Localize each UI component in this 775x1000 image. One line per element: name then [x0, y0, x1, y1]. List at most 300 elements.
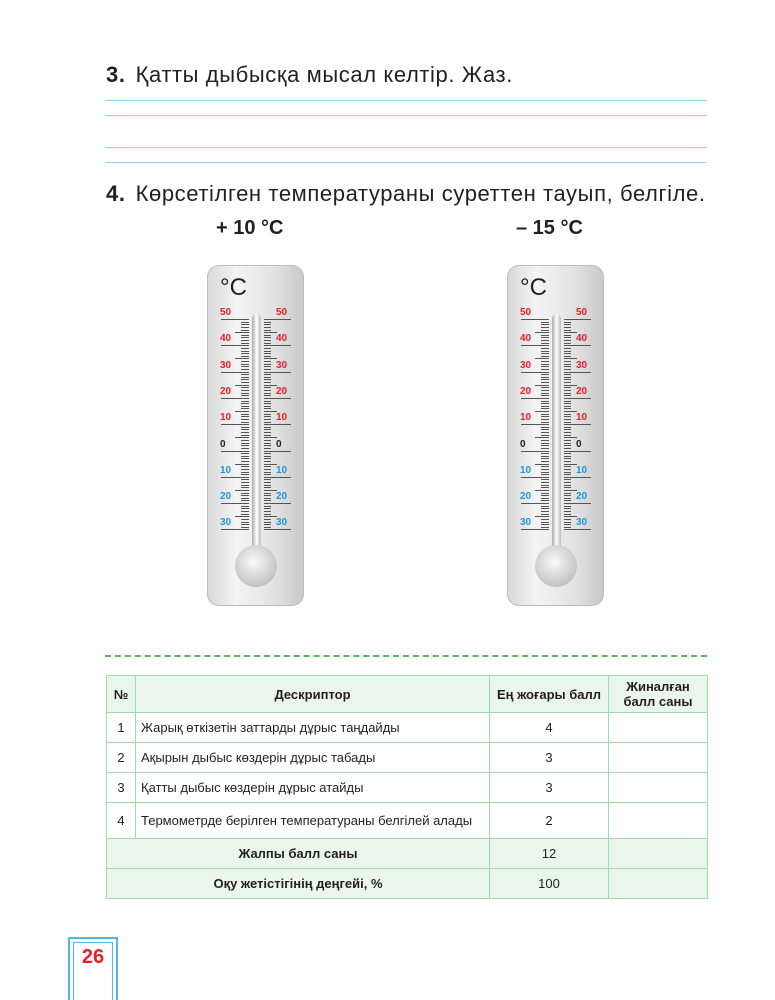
scale-tick — [235, 437, 249, 438]
scale-tick — [241, 414, 249, 415]
scale-tick — [241, 511, 249, 512]
scale-tick — [264, 508, 271, 509]
row-number: 3 — [107, 773, 136, 803]
scale-tick — [564, 466, 571, 467]
scale-label: 20 — [576, 491, 588, 503]
scale-tick — [535, 490, 549, 491]
scale-tick — [241, 466, 249, 467]
scale-tick — [541, 479, 549, 480]
scale-tick — [521, 503, 549, 504]
scale-tick — [264, 524, 271, 525]
scale-label: 20 — [276, 385, 288, 397]
scale-tick — [564, 456, 571, 457]
score-cell[interactable] — [609, 839, 708, 869]
scale-tick — [541, 508, 549, 509]
scale-tick — [264, 414, 271, 415]
scale-tick — [241, 443, 249, 444]
scale-tick — [264, 440, 271, 441]
scale-tick — [541, 482, 549, 483]
table-row — [107, 773, 708, 803]
scale-tick — [241, 419, 249, 420]
scale-tick — [264, 529, 291, 530]
task-number: 3. — [106, 62, 126, 87]
thermometer-tube — [252, 314, 261, 554]
scale-tick — [264, 361, 271, 362]
scale-tick — [235, 516, 249, 517]
scale-tick — [241, 369, 249, 370]
scale-tick — [564, 340, 571, 341]
scale-tick — [564, 395, 571, 396]
scale-tick — [264, 351, 271, 352]
scale-tick — [564, 422, 571, 423]
scale-tick — [564, 348, 571, 349]
scale-tick — [564, 419, 571, 420]
scale-tick — [264, 387, 271, 388]
scale-tick — [264, 424, 291, 425]
scale-tick — [241, 324, 249, 325]
scale-tick — [564, 485, 571, 486]
scale-tick — [264, 469, 271, 470]
scale-tick — [564, 503, 591, 504]
descriptor: Қатты дыбыс көздерін дұрыс атайды — [136, 773, 490, 803]
scale-tick — [564, 432, 571, 433]
scale-tick — [564, 406, 571, 407]
scale-label: 10 — [276, 412, 288, 424]
scale-tick — [264, 448, 271, 449]
scale-tick — [264, 477, 291, 478]
descriptor: Жарық өткізетін заттарды дұрыс таңдайды — [136, 713, 490, 743]
scale-tick — [264, 403, 271, 404]
scale-tick — [521, 345, 549, 346]
scale-tick — [564, 477, 591, 478]
writing-line[interactable] — [105, 147, 707, 148]
scale-tick — [264, 382, 271, 383]
scale-tick — [541, 511, 549, 512]
scale-tick — [264, 445, 271, 446]
scale-tick — [564, 364, 571, 365]
scale-tick — [241, 429, 249, 430]
scale-label: 50 — [520, 307, 532, 318]
scale-tick — [241, 482, 249, 483]
scale-tick — [241, 382, 249, 383]
scale-tick — [241, 337, 249, 338]
scale-tick — [264, 522, 271, 523]
scale-tick — [264, 406, 271, 407]
scale-tick — [541, 469, 549, 470]
scale-tick — [241, 427, 249, 428]
scale-tick — [564, 335, 571, 336]
scale-tick — [241, 495, 249, 496]
scale-tick — [564, 327, 571, 328]
col-header: № — [107, 676, 136, 713]
scale-tick — [235, 490, 249, 491]
scale-tick — [264, 353, 271, 354]
scale-label: 10 — [220, 412, 232, 424]
divider — [105, 655, 707, 657]
scale-tick — [564, 527, 571, 528]
scale-tick — [564, 322, 571, 323]
scale-tick — [564, 366, 571, 367]
scale-tick — [241, 469, 249, 470]
scale-tick — [241, 522, 249, 523]
scale-tick — [564, 398, 591, 399]
scale-tick — [541, 429, 549, 430]
scale-tick — [541, 466, 549, 467]
scale-tick — [235, 385, 249, 386]
scale-tick — [264, 322, 271, 323]
scale-tick — [541, 456, 549, 457]
scale-tick — [264, 466, 271, 467]
scale-tick — [564, 361, 571, 362]
scale-tick — [535, 358, 549, 359]
scale-tick — [564, 495, 571, 496]
scale-tick — [221, 319, 249, 320]
scale-tick — [264, 432, 271, 433]
scale-tick — [564, 519, 571, 520]
scale-tick — [541, 327, 549, 328]
scale-tick — [264, 395, 271, 396]
scale-tick — [221, 451, 249, 452]
scale-tick — [564, 390, 571, 391]
scale-tick — [564, 427, 571, 428]
scale-tick — [241, 401, 249, 402]
scale-tick — [264, 374, 271, 375]
scale-tick — [564, 379, 571, 380]
page-number-box — [68, 937, 118, 1000]
scale-tick — [564, 345, 591, 346]
row-number: 1 — [107, 713, 136, 743]
score-cell[interactable] — [609, 713, 708, 743]
scale-tick — [541, 401, 549, 402]
scale-tick — [564, 524, 571, 525]
scale-tick — [264, 487, 271, 488]
scale-tick — [264, 345, 291, 346]
scale-tick — [221, 529, 249, 530]
scale-label: 30 — [220, 517, 232, 529]
scale-tick — [564, 393, 571, 394]
scale-tick — [541, 379, 549, 380]
scale-tick — [235, 358, 249, 359]
scale-tick — [241, 408, 249, 409]
scale-tick — [264, 364, 271, 365]
scale-tick — [564, 382, 571, 383]
scale-tick — [541, 461, 549, 462]
scale-tick — [241, 445, 249, 446]
scale-label: 50 — [220, 307, 232, 318]
scale-label: 30 — [220, 359, 232, 371]
scale-tick — [564, 319, 591, 320]
scale-tick — [264, 335, 271, 336]
scale-tick — [541, 403, 549, 404]
scale-tick — [564, 451, 591, 452]
scale-tick — [264, 366, 271, 367]
scale-tick — [241, 524, 249, 525]
max-score: 4 — [490, 713, 609, 743]
scale-tick — [564, 377, 571, 378]
scale-tick — [241, 487, 249, 488]
writing-line — [105, 115, 707, 116]
scale-tick — [264, 456, 271, 457]
scale-tick — [541, 522, 549, 523]
scale-tick — [264, 519, 271, 520]
scale-tick — [264, 372, 291, 373]
scale-tick — [564, 416, 571, 417]
scale-tick — [241, 506, 249, 507]
scale-tick — [241, 456, 249, 457]
scale-tick — [541, 393, 549, 394]
thermometer[interactable] — [507, 265, 604, 606]
scale-tick — [541, 322, 549, 323]
scale-tick — [241, 448, 249, 449]
scale-tick — [564, 461, 571, 462]
scale-tick — [541, 445, 549, 446]
scale-tick — [241, 356, 249, 357]
scale-tick — [541, 353, 549, 354]
scale-tick — [541, 348, 549, 349]
scale-tick — [241, 472, 249, 473]
scale-tick — [564, 401, 571, 402]
scale-tick — [564, 498, 571, 499]
thermometer[interactable] — [207, 265, 304, 606]
task-number: 4. — [106, 181, 126, 206]
scale-tick — [241, 379, 249, 380]
scale-tick — [541, 414, 549, 415]
task-text: Көрсетілген температураны суреттен тауып, белгіле. — [135, 181, 706, 206]
thermometer-bulb — [535, 545, 577, 587]
score-cell[interactable] — [609, 773, 708, 803]
scale-tick — [541, 364, 549, 365]
scale-label: 10 — [576, 464, 588, 476]
scale-label: 30 — [520, 359, 532, 371]
scale-tick — [264, 390, 271, 391]
scale-tick — [264, 435, 271, 436]
scale-tick — [564, 445, 571, 446]
scale-tick — [541, 356, 549, 357]
scale-tick — [541, 432, 549, 433]
scale-tick — [264, 511, 271, 512]
scale-tick — [264, 348, 271, 349]
scale-tick — [264, 324, 271, 325]
scale-tick — [541, 422, 549, 423]
scale-tick — [264, 419, 271, 420]
writing-line[interactable] — [105, 100, 707, 101]
scale-tick — [241, 416, 249, 417]
scale-label: 20 — [520, 385, 532, 397]
scale-tick — [241, 485, 249, 486]
scale-tick — [564, 479, 571, 480]
scale-tick — [264, 482, 271, 483]
scale-label: 20 — [220, 491, 232, 503]
scale-tick — [564, 374, 571, 375]
total-label: Жалпы балл саны — [107, 839, 490, 869]
scale-tick — [241, 432, 249, 433]
scale-tick — [564, 458, 571, 459]
scale-tick — [241, 387, 249, 388]
scale-label: 20 — [220, 385, 232, 397]
table-row — [107, 803, 708, 839]
scale-tick — [264, 443, 271, 444]
scale-tick — [264, 429, 271, 430]
scale-tick — [564, 330, 571, 331]
scale-tick — [541, 474, 549, 475]
scale-tick — [564, 443, 571, 444]
scale-tick — [541, 419, 549, 420]
scale-tick — [564, 408, 571, 409]
scale-tick — [241, 395, 249, 396]
scale-tick — [541, 448, 549, 449]
scale-label: 30 — [276, 359, 288, 371]
assessment-table — [106, 675, 708, 899]
scale-tick — [564, 506, 571, 507]
thermometer-tube — [552, 314, 561, 554]
scale-tick — [564, 440, 571, 441]
level-row — [107, 869, 708, 899]
scale-label: 40 — [276, 333, 288, 345]
scale-tick — [541, 506, 549, 507]
scale-tick — [541, 485, 549, 486]
scale-tick — [264, 474, 271, 475]
max-score: 2 — [490, 803, 609, 839]
scale-tick — [535, 437, 549, 438]
score-cell[interactable] — [609, 803, 708, 839]
scale-tick — [564, 429, 571, 430]
scale-tick — [264, 398, 291, 399]
scale-label: 0 — [276, 438, 282, 450]
target-temperature: + 10 °C — [216, 217, 284, 239]
scale-label: 0 — [576, 438, 582, 450]
table-row — [107, 743, 708, 773]
unit-label: °C — [220, 274, 247, 301]
scale-tick — [564, 324, 571, 325]
descriptor: Ақырын дыбыс көздерін дұрыс табады — [136, 743, 490, 773]
scale-tick — [541, 366, 549, 367]
scale-tick — [264, 453, 271, 454]
scale-tick — [241, 514, 249, 515]
scale-tick — [264, 485, 271, 486]
scale-tick — [535, 516, 549, 517]
scale-tick — [541, 527, 549, 528]
scale-tick — [241, 493, 249, 494]
scale-label: 10 — [576, 412, 588, 424]
scale-tick — [221, 424, 249, 425]
scale-tick — [241, 335, 249, 336]
scale-tick — [564, 424, 591, 425]
scale-tick — [264, 379, 271, 380]
scale-label: 20 — [276, 491, 288, 503]
descriptor: Термометрде берілген температураны белгілей алады — [136, 803, 490, 839]
scale-tick — [564, 472, 571, 473]
scale-tick — [264, 495, 271, 496]
scale-tick — [264, 498, 271, 499]
scale-tick — [541, 395, 549, 396]
scale-tick — [264, 427, 271, 428]
scale-tick — [241, 393, 249, 394]
scale-tick — [241, 474, 249, 475]
target-temperature: – 15 °C — [516, 217, 583, 239]
scale-tick — [541, 416, 549, 417]
scale-tick — [241, 479, 249, 480]
scale-tick — [241, 353, 249, 354]
scale-tick — [541, 524, 549, 525]
scale-tick — [264, 451, 291, 452]
task-3 — [106, 62, 513, 88]
scale-tick — [541, 324, 549, 325]
scale-tick — [521, 372, 549, 373]
scale-label: 50 — [576, 307, 588, 318]
row-number: 2 — [107, 743, 136, 773]
scale-tick — [564, 403, 571, 404]
scale-tick — [241, 435, 249, 436]
scale-tick — [521, 424, 549, 425]
scale-tick — [241, 374, 249, 375]
scale-tick — [564, 343, 571, 344]
scale-tick — [264, 461, 271, 462]
scale-tick — [264, 514, 271, 515]
scale-tick — [535, 332, 549, 333]
scale-tick — [541, 340, 549, 341]
scale-tick — [541, 440, 549, 441]
scale-label: 0 — [220, 438, 226, 450]
scale-tick — [541, 337, 549, 338]
col-header: Ең жоғары балл — [490, 676, 609, 713]
scale-tick — [241, 351, 249, 352]
scale-tick — [241, 348, 249, 349]
scale-tick — [241, 361, 249, 362]
scale-tick — [541, 382, 549, 383]
scale-tick — [241, 340, 249, 341]
scale-label: 20 — [576, 385, 588, 397]
scale-tick — [541, 377, 549, 378]
scale-label: 30 — [576, 359, 588, 371]
total-value: 12 — [490, 839, 609, 869]
scale-tick — [221, 372, 249, 373]
scale-tick — [564, 493, 571, 494]
scale-tick — [521, 477, 549, 478]
scale-tick — [241, 422, 249, 423]
scale-tick — [541, 495, 549, 496]
scale-tick — [564, 487, 571, 488]
scale-tick — [564, 529, 591, 530]
scale-tick — [541, 514, 549, 515]
scale-tick — [521, 451, 549, 452]
scale-label: 30 — [276, 517, 288, 529]
task-4 — [106, 181, 706, 207]
score-cell[interactable] — [609, 743, 708, 773]
scale-tick — [541, 443, 549, 444]
scale-tick — [264, 327, 271, 328]
scale-tick — [221, 477, 249, 478]
scale-tick — [541, 493, 549, 494]
scale-tick — [541, 387, 549, 388]
scale-tick — [541, 498, 549, 499]
scale-tick — [541, 351, 549, 352]
scale-tick — [264, 479, 271, 480]
scale-tick — [541, 458, 549, 459]
scale-tick — [541, 427, 549, 428]
score-cell[interactable] — [609, 869, 708, 899]
scale-tick — [564, 522, 571, 523]
scale-tick — [241, 508, 249, 509]
table-row — [107, 713, 708, 743]
page-number: 26 — [73, 942, 113, 1000]
scale-tick — [535, 411, 549, 412]
scale-tick — [241, 403, 249, 404]
scale-tick — [541, 361, 549, 362]
scale-tick — [235, 464, 249, 465]
scale-tick — [221, 345, 249, 346]
scale-tick — [541, 435, 549, 436]
scale-label: 30 — [520, 517, 532, 529]
